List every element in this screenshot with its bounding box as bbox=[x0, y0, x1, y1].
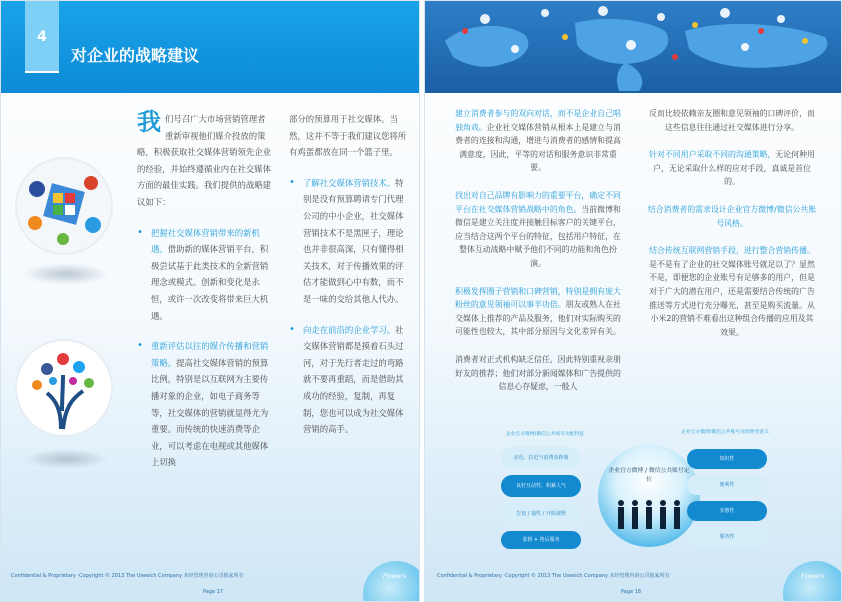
diagram-meaning-pill: 服务性 bbox=[687, 527, 767, 547]
left-column-2 bbox=[289, 111, 411, 438]
social-tree-image bbox=[17, 341, 111, 435]
logo-wordmark: Flowers bbox=[801, 573, 824, 580]
diagram-function-pill: 良好互动性，积累人气 bbox=[501, 475, 581, 497]
diagram-meaning-pill: 实惠性 bbox=[687, 501, 767, 521]
flowers-logo bbox=[363, 561, 420, 602]
page-number: Page 17 bbox=[203, 589, 224, 595]
diagram-left-caption: 企业官方微博/微信公共账号功能特征 bbox=[505, 432, 585, 437]
right-column-2 bbox=[647, 107, 817, 339]
paragraph: 建立消费者参与的双向对话，而不是企业自己唱独角戏。企业社交媒体营销从根本上是建立与消费者的连接和沟通，增进与消费者的感情和提高满意度，因此，平等的对话和服务意识非常重要。 bbox=[455, 109, 621, 173]
diagram-function-pill: 告知 / 抽奖 / 开拓视野 bbox=[501, 503, 581, 525]
page-footer: Confidential & Proprietary ·Copyright © 2013 The Useeich Company 未经管理咨询公司独家所有 bbox=[11, 573, 244, 579]
bullet-item: • 把握社交媒体营销带来的新机遇。借助新的媒体营销平台，积极尝试基于此类技术的全新营销理念或模式。创新和变化是永恒，或许一次改变将带来巨大机遇。 bbox=[137, 225, 271, 325]
diagram-center-label: 企业官方微博 / 微信公共账号定位 bbox=[608, 468, 690, 483]
paragraph: 结合传统互联网营销手段，进行整合营销传播。是不是有了企业的社交媒体账号就足以了？显然不是，即便您的企业账号有足够多的用户，但是对于广大的潜在用户，还是需要结合传统的广告推送等方式进行充分曝光，甚至是购买流量。从小米2的营销不难看出这种组合传播的应用及其效果。 bbox=[649, 246, 815, 337]
paragraph: 部分的预算用于社交媒体。当然，这并不等于我们建议您将所有鸡蛋都放在同一个篮子里。 bbox=[289, 114, 407, 158]
paragraph: 消费者对正式机构缺乏信任，因此特别重视亲朋好友的推荐；他们对部分新闻媒体和广告提供的信息心存疑虑，一般人 bbox=[455, 354, 621, 392]
bullet-item: • 向走在前沿的企业学习。社交媒体营销都是摸着石头过河，对于先行者走过的弯路就不要再重蹈，而是借助其成功的经验，复制，再复制，您也可以成为社交媒体营销的高手。 bbox=[289, 322, 411, 438]
business-people-icon bbox=[611, 497, 689, 537]
logo-wordmark: Flowers bbox=[383, 573, 406, 580]
paragraph: 针对不同用户采取不同的沟通策略，无论何种用户，无论采取什么样的应对手段，真诚是首位的。 bbox=[649, 150, 815, 187]
page-footer: Confidential & Proprietary ·Copyright © 2013 The Useeich Company 未经管理咨询公司独家所有 bbox=[437, 573, 670, 579]
drop-cap: 我 bbox=[137, 108, 161, 136]
bullet-item: • 了解社交媒体营销技术。特别是没有预算聘请专门代理公司的中小企业，社交媒体营销技术不是黑匣子，理论也并非很高深，只有懂得相关技术，对于传播效果的评估才能做到心中有数，而不是一味的交给其他人代办。 bbox=[289, 175, 411, 308]
paragraph: 结合消费者的需求设计企业官方微博/微信公共账号风格。 bbox=[647, 204, 817, 228]
diagram-function-pill: 亲近、拉近与消费者距离 bbox=[501, 447, 581, 469]
diagram-meaning-pill: 便利性 bbox=[687, 475, 767, 495]
page-number: Page 18 bbox=[621, 589, 642, 595]
left-page bbox=[0, 0, 420, 602]
chapter-title: 对企业的战略建议 bbox=[71, 46, 200, 65]
social-cube-image bbox=[17, 159, 111, 253]
bullet-item: • 重新评估以往的媒介传播和营销策略。提高社交媒体营销的预算比例，特别是以互联网为主要传播对象的企业，如电子商务等等，社交媒体的营销就显得尤为重要。而传统的快速消费等企业，可以考虑在电视或其他媒体上切换 bbox=[137, 338, 271, 471]
intro-paragraph: 我们号召广大市场营销管理者重新审视他们媒介投放的策略，积极获取社交媒体营销领先企业的经验，并始终遵循业内在社交媒体方面的最佳实践。我们提供的战略建议如下： bbox=[137, 108, 271, 207]
paragraph: 积极发挥圈子营销和口碑营销，特别是拥有庞大粉丝的意见领袖可以事半功倍。朋友或熟人在社交媒体上推荐的产品及服务，他们对实际购买的可能性也较大，其中部分原因与文化差异有关。 bbox=[455, 286, 621, 337]
flowers-logo bbox=[783, 561, 842, 602]
paragraph: 反而比较依赖亲友圈和意见领袖的口碑评价，而这些信息往往通过社交媒体进行分享。 bbox=[649, 109, 815, 132]
right-column-1 bbox=[453, 107, 623, 394]
right-page bbox=[424, 0, 842, 602]
diagram-meaning-pill: 知识性 bbox=[687, 449, 767, 469]
image-shadow bbox=[23, 263, 109, 285]
chapter-number: 4 bbox=[25, 1, 59, 73]
image-shadow bbox=[23, 449, 109, 469]
chapter-header bbox=[1, 1, 420, 93]
world-map-banner bbox=[425, 1, 842, 93]
diagram-function-pill: 监督 + 售后服务 bbox=[501, 531, 581, 549]
paragraph: 找出对自己品牌有影响力的重要平台，确定不同平台在社交媒体营销战略中的角色。当前微博和微信是建立关注度并接触目标客户的关键平台，应当结合这两个平台的特征，包括用户特征，在整体互动战略中赋予他们不同的功能和角色扮演。 bbox=[455, 190, 621, 268]
diagram-right-caption: 企业官方微博/微信公共账号对消费者意义 bbox=[681, 430, 769, 435]
left-column-1 bbox=[137, 108, 271, 471]
